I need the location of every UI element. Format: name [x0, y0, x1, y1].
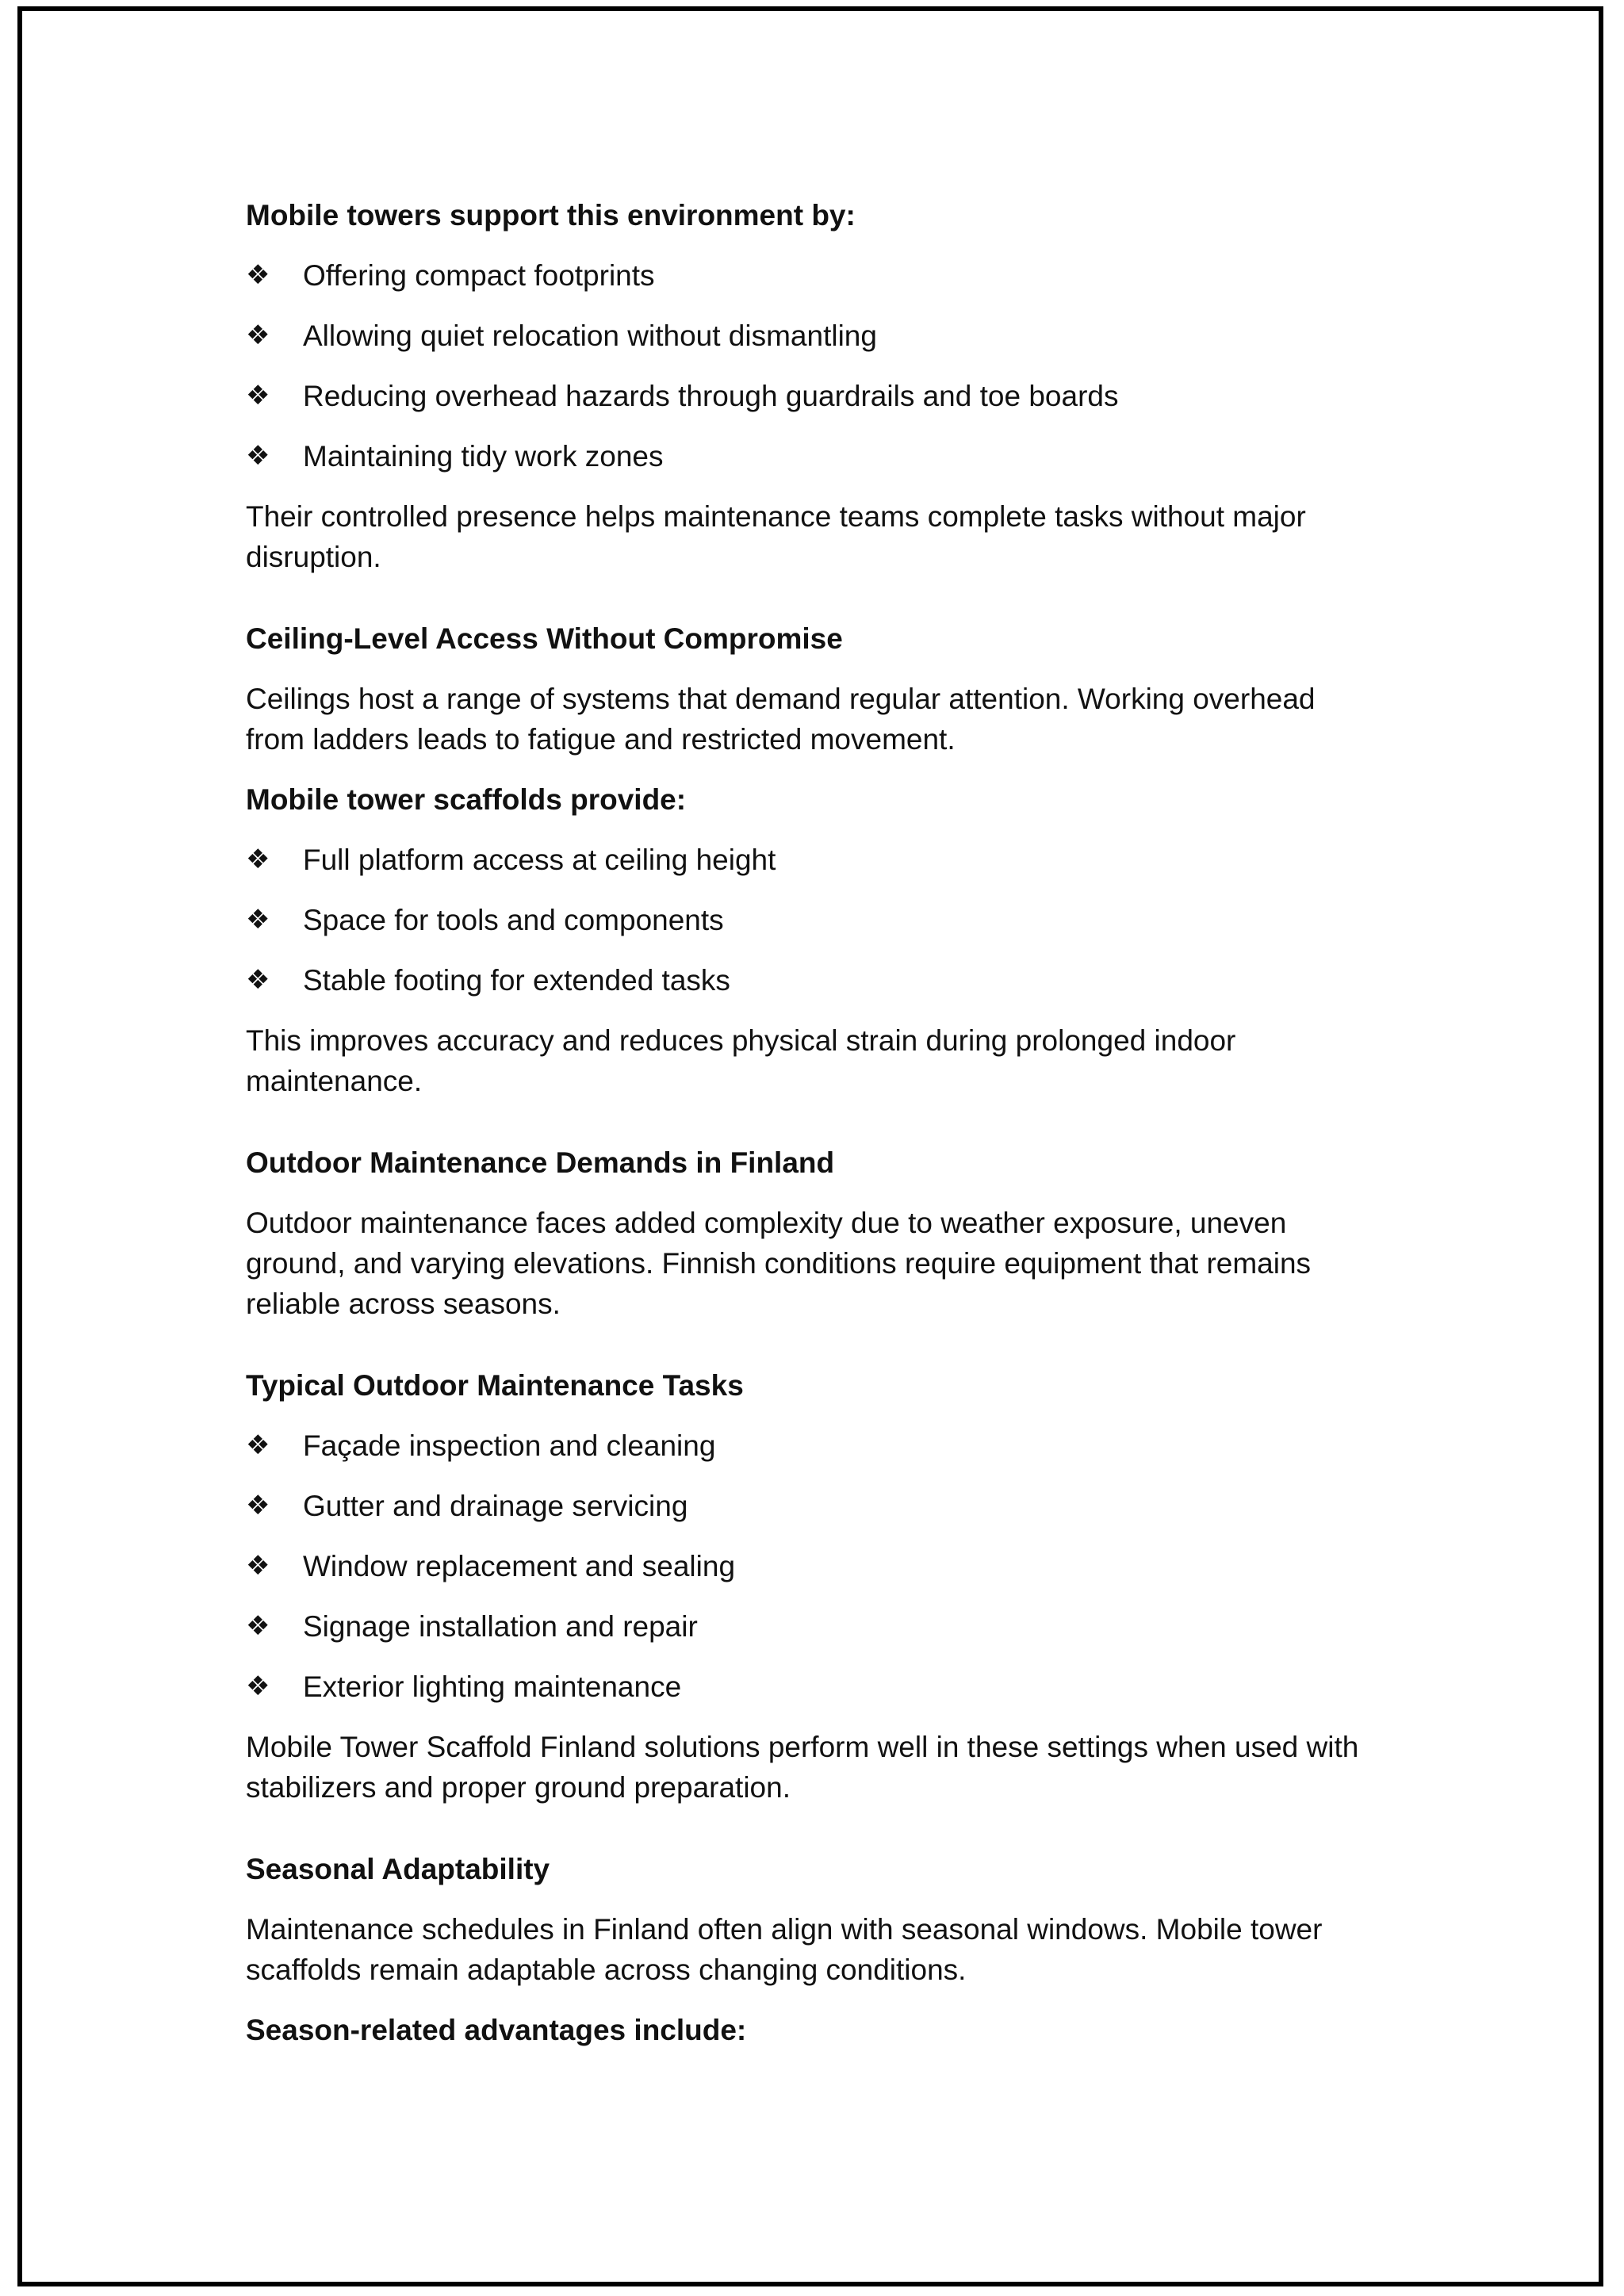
diamond-bullet-icon: ❖	[246, 1490, 270, 1521]
list-item-text: Offering compact footprints	[303, 259, 655, 292]
support-heading: Mobile towers support this environment by:	[246, 199, 856, 232]
seasonal-paragraph: Maintenance schedules in Finland often align with seasonal windows. Mobile tower scaffolds remain adaptable across changing conditions.	[246, 1913, 1323, 1986]
list-item	[246, 1486, 1380, 1526]
diamond-bullet-icon: ❖	[246, 844, 270, 874]
tasks-closing-paragraph: Mobile Tower Scaffold Finland solutions perform well in these settings when used with stabilizers and proper ground preparation.	[246, 1731, 1359, 1804]
outdoor-tasks-heading: Typical Outdoor Maintenance Tasks	[246, 1369, 744, 1402]
list-item-text: Full platform access at ceiling height	[303, 844, 776, 876]
diamond-bullet-icon: ❖	[246, 381, 270, 411]
list-item	[246, 255, 1380, 296]
list-item-text: Reducing overhead hazards through guardrails and toe boards	[303, 380, 1119, 412]
provide-heading: Mobile tower scaffolds provide:	[246, 783, 687, 816]
provide-list	[246, 840, 1380, 1001]
list-item	[246, 316, 1380, 356]
list-item-text: Maintaining tidy work zones	[303, 440, 664, 473]
list-item-text: Gutter and drainage servicing	[303, 1490, 688, 1522]
list-item-text: Exterior lighting maintenance	[303, 1670, 682, 1703]
list-item-text: Stable footing for extended tasks	[303, 964, 730, 997]
list-item-text: Allowing quiet relocation without dismantling	[303, 320, 877, 352]
outdoor-demands-heading: Outdoor Maintenance Demands in Finland	[246, 1146, 835, 1179]
list-item	[246, 960, 1380, 1001]
diamond-bullet-icon: ❖	[246, 1551, 270, 1581]
list-item-text: Façade inspection and cleaning	[303, 1429, 716, 1462]
list-item-text: Space for tools and components	[303, 904, 724, 936]
diamond-bullet-icon: ❖	[246, 965, 270, 995]
diamond-bullet-icon: ❖	[246, 1430, 270, 1460]
list-item	[246, 1425, 1380, 1466]
ceiling-access-heading: Ceiling-Level Access Without Compromise	[246, 622, 843, 655]
list-item	[246, 900, 1380, 940]
list-item	[246, 376, 1380, 416]
season-advantages-heading: Season-related advantages include:	[246, 2014, 747, 2046]
outdoor-paragraph: Outdoor maintenance faces added complexity due to weather exposure, uneven ground, and varying elevations. Finnish conditions require equipment that remains reliable across seasons.	[246, 1207, 1312, 1320]
support-list	[246, 255, 1380, 476]
ceiling-paragraph: Ceilings host a range of systems that demand regular attention. Working overhead from ladders leads to fatigue and restricted movement.	[246, 683, 1316, 756]
provide-closing-paragraph: This improves accuracy and reduces physical strain during prolonged indoor maintenance.	[246, 1024, 1236, 1097]
diamond-bullet-icon: ❖	[246, 1671, 270, 1701]
support-closing-paragraph: Their controlled presence helps maintenance teams complete tasks without major disruption.	[246, 500, 1306, 573]
list-item	[246, 1546, 1380, 1586]
diamond-bullet-icon: ❖	[246, 905, 270, 935]
seasonal-heading: Seasonal Adaptability	[246, 1853, 550, 1885]
diamond-bullet-icon: ❖	[246, 320, 270, 350]
diamond-bullet-icon: ❖	[246, 441, 270, 471]
list-item	[246, 1606, 1380, 1647]
list-item	[246, 840, 1380, 880]
list-item	[246, 436, 1380, 476]
list-item	[246, 1667, 1380, 1707]
document-body	[246, 195, 1380, 2050]
diamond-bullet-icon: ❖	[246, 1611, 270, 1641]
list-item-text: Signage installation and repair	[303, 1610, 698, 1643]
tasks-list	[246, 1425, 1380, 1707]
list-item-text: Window replacement and sealing	[303, 1550, 736, 1582]
diamond-bullet-icon: ❖	[246, 260, 270, 290]
